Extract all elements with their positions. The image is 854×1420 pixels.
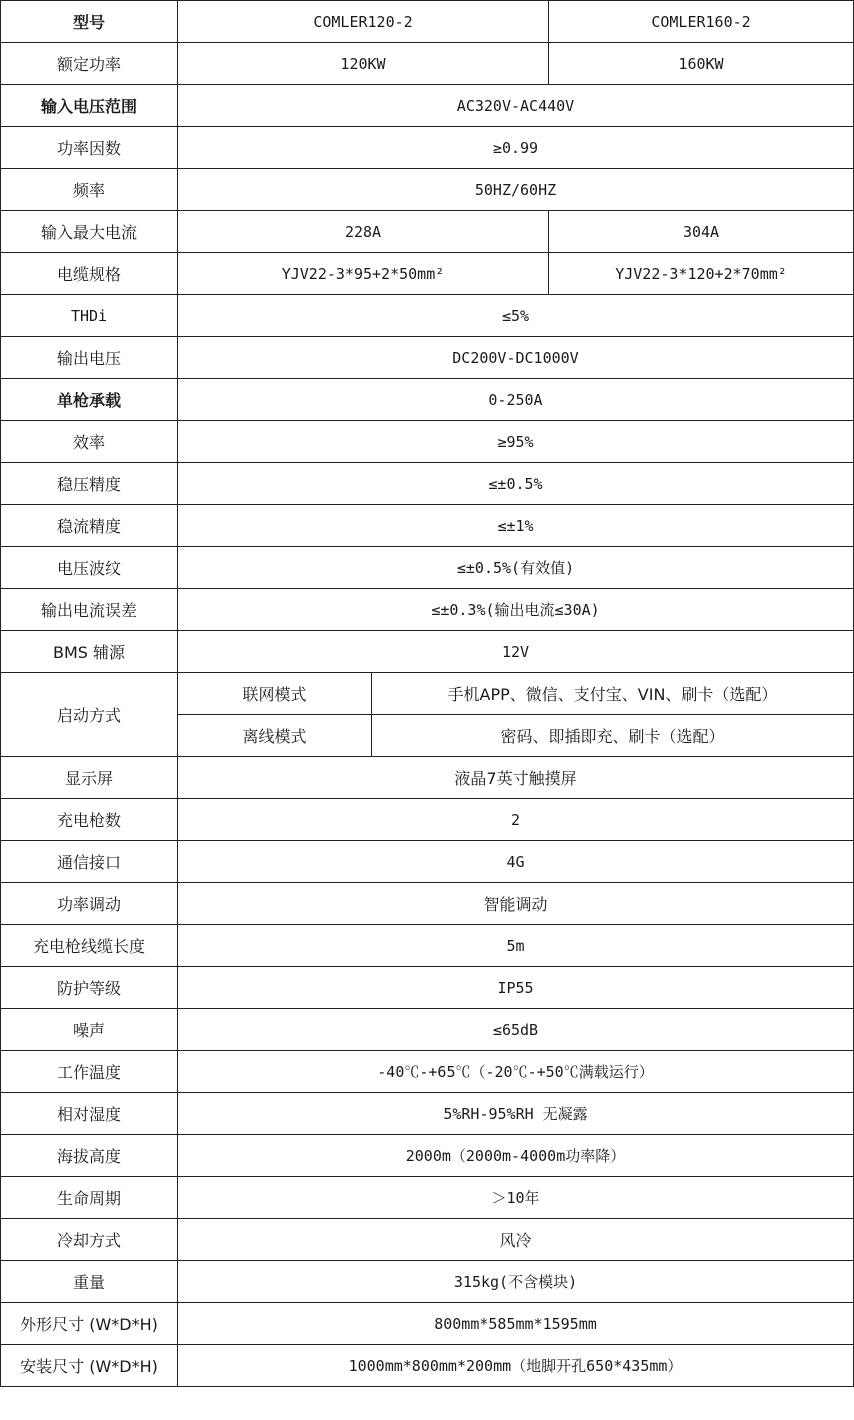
weight-value: 315kg(不含模块): [178, 1261, 854, 1303]
max-input-current-2: 304A: [549, 211, 854, 253]
table-row: [1, 1177, 854, 1219]
frequency-label: 频率: [1, 169, 178, 211]
current-regulation-value: ≤±1%: [178, 505, 854, 547]
gun-count-value: 2: [178, 799, 854, 841]
table-row: [1, 211, 854, 253]
operating-temp-value: -40℃-+65℃（-20℃-+50℃满载运行）: [178, 1051, 854, 1093]
online-mode-label: 联网模式: [178, 673, 372, 715]
power-factor-value: ≥0.99: [178, 127, 854, 169]
table-row: [1, 631, 854, 673]
cable-spec-1: YJV22-3*95+2*50mm²: [178, 253, 549, 295]
bms-aux-value: 12V: [178, 631, 854, 673]
display-label: 显示屏: [1, 757, 178, 799]
current-regulation-label: 稳流精度: [1, 505, 178, 547]
frequency-value: 50HZ/60HZ: [178, 169, 854, 211]
table-row: [1, 799, 854, 841]
max-input-current-label: 输入最大电流: [1, 211, 178, 253]
table-row: [1, 1009, 854, 1051]
single-gun-load-value: 0-250A: [178, 379, 854, 421]
table-row: [1, 757, 854, 799]
table-row: [1, 589, 854, 631]
voltage-ripple-value: ≤±0.5%(有效值): [178, 547, 854, 589]
rated-power-2: 160KW: [549, 43, 854, 85]
output-current-error-value: ≤±0.3%(输出电流≤30A): [178, 589, 854, 631]
rated-power-label: 额定功率: [1, 43, 178, 85]
table-row: [1, 841, 854, 883]
table-row: [1, 1261, 854, 1303]
comm-interface-value: 4G: [178, 841, 854, 883]
table-row: [1, 421, 854, 463]
noise-value: ≤65dB: [178, 1009, 854, 1051]
power-dispatch-value: 智能调动: [178, 883, 854, 925]
noise-label: 噪声: [1, 1009, 178, 1051]
table-row: [1, 1303, 854, 1345]
table-row: [1, 43, 854, 85]
display-value: 液晶7英寸触摸屏: [178, 757, 854, 799]
power-factor-label: 功率因数: [1, 127, 178, 169]
outer-dimensions-label: 外形尺寸 (W*D*H): [1, 1303, 178, 1345]
output-voltage-label: 输出电压: [1, 337, 178, 379]
efficiency-value: ≥95%: [178, 421, 854, 463]
table-row: [1, 127, 854, 169]
install-dimensions-label: 安装尺寸 (W*D*H): [1, 1345, 178, 1387]
lifecycle-label: 生命周期: [1, 1177, 178, 1219]
gun-cable-length-label: 充电枪线缆长度: [1, 925, 178, 967]
table-row: [1, 925, 854, 967]
comm-interface-label: 通信接口: [1, 841, 178, 883]
table-row: [1, 379, 854, 421]
table-row: [1, 1, 854, 43]
offline-mode-label: 离线模式: [178, 715, 372, 757]
table-row: [1, 1051, 854, 1093]
bms-aux-label: BMS 辅源: [1, 631, 178, 673]
relative-humidity-value: 5%RH-95%RH 无凝露: [178, 1093, 854, 1135]
max-input-current-1: 228A: [178, 211, 549, 253]
thdi-value: ≤5%: [178, 295, 854, 337]
table-row: [1, 253, 854, 295]
gun-cable-length-value: 5m: [178, 925, 854, 967]
input-voltage-range-label: 输入电压范围: [1, 85, 178, 127]
cooling-method-value: 风冷: [178, 1219, 854, 1261]
gun-count-label: 充电枪数: [1, 799, 178, 841]
lifecycle-value: ＞10年: [178, 1177, 854, 1219]
weight-label: 重量: [1, 1261, 178, 1303]
table-row: [1, 547, 854, 589]
voltage-regulation-label: 稳压精度: [1, 463, 178, 505]
table-row: [1, 883, 854, 925]
offline-mode-value: 密码、即插即充、刷卡（选配）: [372, 715, 854, 757]
rated-power-1: 120KW: [178, 43, 549, 85]
model-label: 型号: [1, 1, 178, 43]
outer-dimensions-value: 800mm*585mm*1595mm: [178, 1303, 854, 1345]
table-row: [1, 1219, 854, 1261]
install-dimensions-value: 1000mm*800mm*200mm（地脚开孔650*435mm）: [178, 1345, 854, 1387]
altitude-label: 海拔高度: [1, 1135, 178, 1177]
startup-method-label: 启动方式: [1, 673, 178, 757]
table-row: [1, 505, 854, 547]
protection-level-value: IP55: [178, 967, 854, 1009]
table-row: [1, 295, 854, 337]
input-voltage-range-value: AC320V-AC440V: [178, 85, 854, 127]
table-row: [1, 169, 854, 211]
table-row: [1, 1135, 854, 1177]
online-mode-value: 手机APP、微信、支付宝、VIN、刷卡（选配）: [372, 673, 854, 715]
voltage-ripple-label: 电压波纹: [1, 547, 178, 589]
efficiency-label: 效率: [1, 421, 178, 463]
output-voltage-value: DC200V-DC1000V: [178, 337, 854, 379]
table-row: [1, 85, 854, 127]
table-row: [1, 967, 854, 1009]
output-current-error-label: 输出电流误差: [1, 589, 178, 631]
table-row: [1, 463, 854, 505]
model-1: COMLER120-2: [178, 1, 549, 43]
cable-spec-label: 电缆规格: [1, 253, 178, 295]
altitude-value: 2000m（2000m-4000m功率降）: [178, 1135, 854, 1177]
single-gun-load-label: 单枪承载: [1, 379, 178, 421]
voltage-regulation-value: ≤±0.5%: [178, 463, 854, 505]
table-row: [1, 1345, 854, 1387]
table-row: [1, 337, 854, 379]
thdi-label: THDi: [1, 295, 178, 337]
model-2: COMLER160-2: [549, 1, 854, 43]
table-row: [1, 1093, 854, 1135]
table-row: [1, 673, 854, 715]
operating-temp-label: 工作温度: [1, 1051, 178, 1093]
power-dispatch-label: 功率调动: [1, 883, 178, 925]
cooling-method-label: 冷却方式: [1, 1219, 178, 1261]
relative-humidity-label: 相对湿度: [1, 1093, 178, 1135]
cable-spec-2: YJV22-3*120+2*70mm²: [549, 253, 854, 295]
protection-level-label: 防护等级: [1, 967, 178, 1009]
